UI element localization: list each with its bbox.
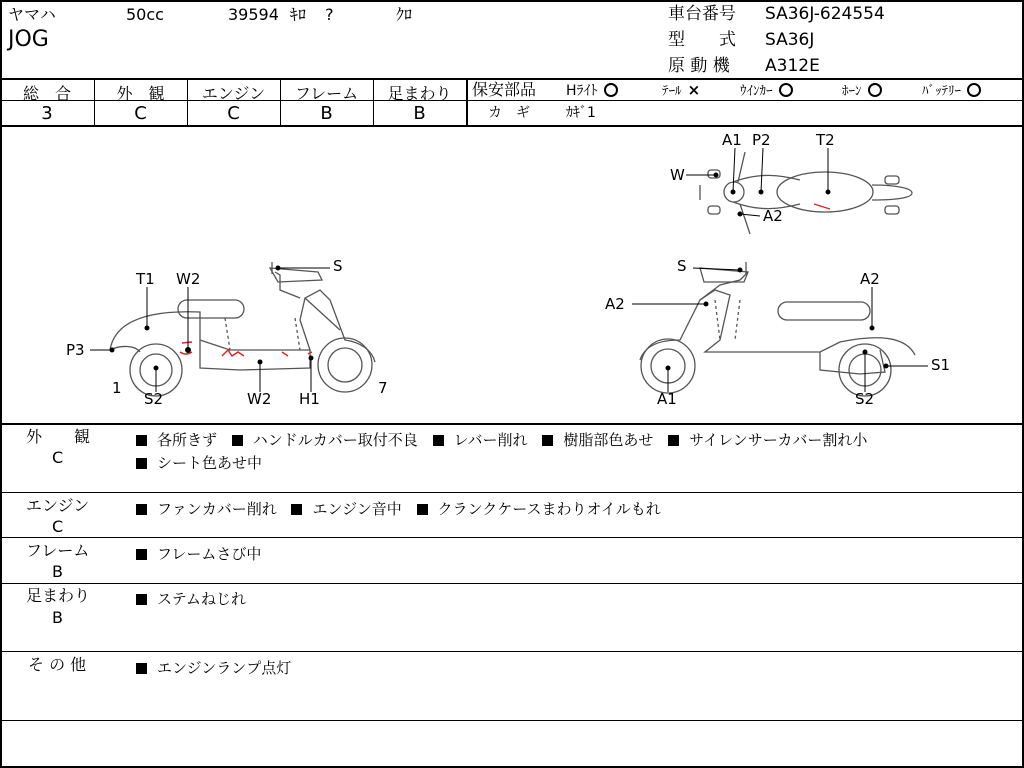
notes-divider-1: [0, 492, 1024, 493]
note-text: 樹脂部色あせ: [563, 431, 654, 449]
frame-grade-label: フレーム: [294, 84, 359, 103]
notes-top-border: [0, 423, 1024, 425]
note-text: フレームさび中: [157, 545, 262, 563]
suspension-grade-label: 足まわり: [387, 84, 452, 103]
note-grade-frame: B: [52, 562, 63, 581]
diagram-label-s1: S1: [931, 356, 951, 374]
bullet-square-icon: [136, 549, 147, 560]
mileage-unit: ｷﾛ: [290, 5, 307, 24]
engine-grade-label: エンジン: [201, 84, 266, 103]
winker-status: [740, 83, 793, 98]
note-line-exterior-2: [136, 452, 272, 473]
diagram-label-7: 7: [378, 379, 388, 397]
diagram-label-a1: A1: [722, 131, 742, 149]
note-item: [417, 498, 661, 519]
displacement-text: 50cc: [126, 5, 164, 24]
mileage-value: 39594: [228, 5, 279, 24]
note-text: ファンカバー削れ: [157, 500, 277, 518]
note-grade-engine: C: [52, 517, 64, 536]
diagram-label-h1: H1: [299, 390, 320, 408]
suspension-grade-value: B: [413, 103, 426, 124]
grade-divider-5: [466, 78, 468, 125]
note-grade-suspension: B: [52, 608, 63, 627]
model-name: JOG: [8, 27, 49, 52]
diagram-label-a2: A2: [860, 270, 880, 288]
note-text: シート色あせ中: [157, 454, 263, 472]
ok-circle-icon: [604, 83, 618, 97]
diagram-label-w2: W2: [176, 270, 201, 288]
diagram-label-s2: S2: [855, 390, 875, 408]
taillight-label: ﾃｰﾙ: [662, 84, 682, 99]
note-text: ステムねじれ: [157, 590, 246, 608]
mileage-text: [228, 7, 334, 23]
note-label-exterior: 外 観: [26, 427, 91, 446]
engine-grade-value: C: [227, 103, 240, 124]
color-text: ｸﾛ: [396, 5, 413, 24]
chassis-label: 車台番号: [668, 4, 736, 24]
winker-label: ｳｲﾝｶｰ: [740, 84, 773, 99]
note-item: [136, 498, 277, 519]
bullet-square-icon: [542, 435, 553, 446]
note-item: [136, 543, 261, 564]
bullet-square-icon: [232, 435, 243, 446]
note-text: ハンドルカバー取付不良: [252, 431, 418, 449]
note-line-other-1: [136, 657, 301, 678]
notes-divider-5: [0, 720, 1024, 721]
note-item: [232, 429, 418, 450]
cross-mark-icon: ×: [687, 81, 701, 99]
diagram-label-p3: P3: [66, 341, 85, 359]
headlight-label: Hﾗｲﾄ: [566, 83, 598, 99]
note-line-suspension-1: [136, 588, 256, 609]
note-label-engine: エンジン: [26, 496, 90, 515]
safety-label: 保安部品: [472, 80, 537, 99]
note-text: レバー削れ: [453, 431, 528, 449]
note-label-other: そ の 他: [28, 655, 87, 674]
note-text: 各所きず: [157, 431, 218, 449]
note-line-engine-1: [136, 498, 671, 519]
diagram-label-a1: A1: [657, 390, 677, 408]
note-line-exterior-1: [136, 429, 877, 450]
bullet-square-icon: [417, 504, 428, 515]
type-value: SA36J: [765, 30, 815, 50]
horn-status: [842, 83, 882, 98]
notes-divider-3: [0, 583, 1024, 584]
horn-label: ﾎｰﾝ: [842, 84, 862, 99]
diagram-label-s2: S2: [144, 390, 164, 408]
bullet-square-icon: [136, 663, 147, 674]
bullet-square-icon: [433, 435, 444, 446]
note-line-frame-1: [136, 543, 271, 564]
headlight-status: [566, 83, 618, 98]
ok-circle-icon: [868, 83, 882, 97]
note-item: [291, 498, 401, 519]
note-text: エンジンランプ点灯: [157, 659, 292, 677]
diagram-label-w: W: [670, 166, 685, 184]
diagram-label-1: 1: [112, 379, 122, 397]
notes-divider-4: [0, 651, 1024, 652]
diagram-label-s: S: [677, 257, 687, 275]
diagram-label-p2: P2: [752, 131, 771, 149]
ok-circle-icon: [779, 83, 793, 97]
note-item: [136, 588, 246, 609]
bullet-square-icon: [136, 594, 147, 605]
diagram-label-w2: W2: [247, 390, 272, 408]
safety-parts-row: [472, 82, 536, 98]
note-text: エンジン音中: [312, 500, 402, 518]
key-value: ｶｷﾞ1: [566, 105, 596, 121]
type-label: 型 式: [668, 30, 736, 50]
key-label: カ ギ: [488, 105, 530, 121]
mileage-note: ?: [325, 5, 334, 24]
diagram-label-a2: A2: [763, 207, 783, 225]
diagram-label-t1: T1: [136, 270, 155, 288]
battery-status: [922, 83, 981, 98]
diagram-label-a2: A2: [605, 295, 625, 313]
maker-text: ヤマハ: [8, 5, 56, 24]
engine-label: 原 動 機: [668, 56, 730, 76]
diagram-label-s: S: [333, 257, 343, 275]
bullet-square-icon: [136, 458, 147, 469]
note-grade-exterior: C: [52, 448, 64, 467]
note-item: [433, 429, 528, 450]
taillight-status: [662, 83, 700, 98]
exterior-value: C: [134, 103, 147, 124]
bullet-square-icon: [291, 504, 302, 515]
bullet-square-icon: [136, 504, 147, 515]
note-item: [136, 429, 217, 450]
chassis-value: SA36J-624554: [765, 4, 885, 24]
note-text: クランクケースまわりオイルもれ: [437, 500, 661, 518]
note-item: [542, 429, 653, 450]
note-item: [136, 452, 262, 473]
exterior-label: 外 観: [116, 84, 165, 103]
battery-label: ﾊﾞｯﾃﾘｰ: [922, 84, 961, 99]
notes-divider-2: [0, 537, 1024, 538]
diagram-label-t2: T2: [816, 131, 835, 149]
note-label-frame: フレーム: [26, 541, 90, 560]
engine-value: A312E: [765, 56, 820, 76]
bullet-square-icon: [668, 435, 679, 446]
note-text: サイレンサーカバー割れ小: [689, 431, 868, 449]
note-item: [136, 657, 291, 678]
bullet-square-icon: [136, 435, 147, 446]
frame-grade-value: B: [320, 103, 333, 124]
overall-label: 総 合: [22, 84, 71, 103]
ok-circle-icon: [967, 83, 981, 97]
note-item: [668, 429, 867, 450]
overall-value: 3: [41, 103, 53, 124]
note-label-suspension: 足まわり: [26, 586, 91, 605]
